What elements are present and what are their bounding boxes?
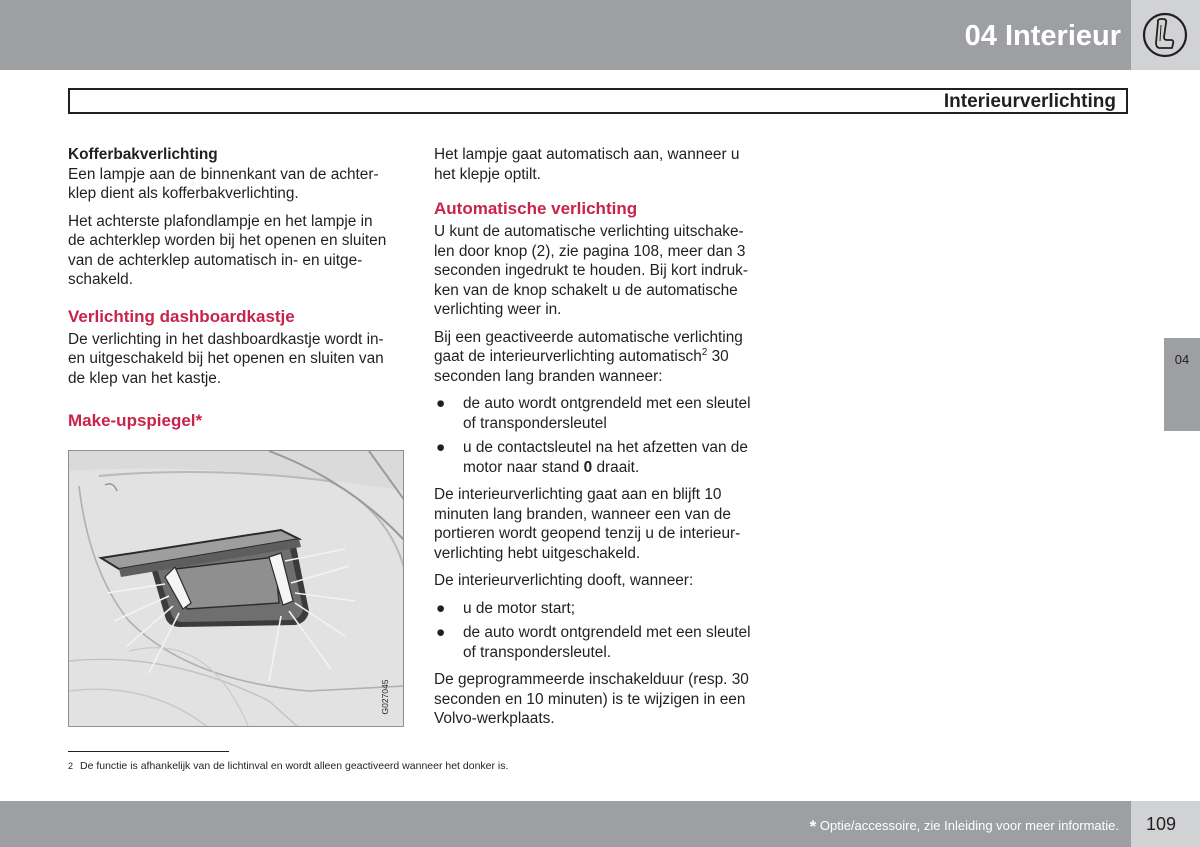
- footnote-ref: 2: [701, 346, 708, 358]
- text-line: u de motor start;: [463, 599, 576, 617]
- kofferbak-heading: Kofferbakverlichting: [68, 146, 218, 163]
- paragraph-off: [434, 571, 774, 591]
- figure-code-text: G027045: [380, 679, 390, 715]
- paragraph-doors: [434, 485, 774, 563]
- text-line: Volvo-werkplaats.: [434, 710, 555, 727]
- header-bar: [0, 0, 1131, 70]
- makeup-mirror-illustration: [68, 450, 404, 727]
- text-line: Bij een geactiveerde automatische verlichting: [434, 328, 743, 346]
- text-line: Het lampje gaat automatisch aan, wanneer u: [434, 146, 740, 163]
- paragraph-activated: [434, 328, 774, 387]
- section-title: Interieurverlichting: [943, 91, 1116, 112]
- text-line: klep dient als kofferbakverlichting.: [68, 185, 299, 202]
- dashboard-heading: Verlichting dashboardkastje: [68, 306, 295, 326]
- text-line: verlichting hebt uitgeschakeld.: [434, 544, 641, 562]
- text-line: U kunt de automatische verlichting uitschake-: [434, 223, 744, 240]
- kofferbak-paragraph-2: [68, 212, 408, 290]
- paragraph-duration: [434, 670, 774, 729]
- text-line: de auto wordt ontgrendeld met een sleutel: [463, 395, 751, 412]
- left-column: [68, 145, 408, 434]
- text-line: verlichting weer in.: [434, 301, 562, 318]
- paragraph-automatic: [434, 222, 774, 320]
- text-line: de achterklep worden bij het openen en sluiten: [68, 232, 387, 249]
- bullet-icon: ●: [436, 439, 446, 456]
- paragraph-lampje: [434, 145, 774, 184]
- text-line: 30: [707, 348, 729, 365]
- footer-bar: [0, 801, 1131, 847]
- mirror-heading: Make-upspiegel*: [68, 411, 203, 430]
- footer-note: [810, 817, 1119, 836]
- text-line: de auto wordt ontgrendeld met een sleutel: [463, 624, 751, 641]
- bullet-icon: ●: [436, 624, 446, 641]
- figure-code: [378, 677, 392, 717]
- text-line: minuten lang branden, wanneer een van de: [434, 505, 731, 523]
- bullet-list-on: [434, 394, 774, 477]
- list-item: [434, 394, 774, 433]
- footnote-text: De functie is afhankelijk van de lichtinval en wordt alleen geactiveerd wanneer het donker is.: [80, 760, 509, 772]
- asterisk-marker: *: [809, 817, 817, 836]
- page-number-box: [1131, 801, 1200, 847]
- middle-column: [434, 145, 774, 737]
- text-line: Een lampje aan de binnenkant van de achter-: [68, 165, 379, 183]
- text-line: van de achterklep automatisch in- en uitge-: [68, 251, 363, 269]
- section-bar: [68, 88, 1128, 114]
- text-line: seconden lang branden wanneer:: [434, 367, 663, 385]
- bold-value: 0: [583, 458, 593, 476]
- makeup-mirror-drawing: [69, 451, 404, 727]
- footnote-divider: [68, 751, 229, 752]
- text-line: u de contactsleutel na het afzetten van de: [463, 439, 748, 456]
- chapter-icon-box: [1131, 0, 1200, 70]
- seat-icon: [1139, 10, 1191, 60]
- text-line: portieren wordt geopend tenzij u de interieur-: [434, 525, 741, 542]
- side-tab-label: 04: [1174, 352, 1190, 367]
- bullet-list-off: [434, 599, 774, 663]
- footnote: [68, 759, 508, 773]
- text-line: De verlichting in het dashboardkastje wordt in-: [68, 330, 384, 348]
- text-line: De geprogrammeerde inschakelduur (resp. 30: [434, 671, 749, 688]
- automatic-lighting-heading: Automatische verlichting: [434, 199, 638, 218]
- text-line: seconden ingedrukt te houden. Bij kort indruk-: [434, 262, 748, 279]
- list-item: [434, 623, 774, 662]
- text-line: draait.: [592, 458, 640, 476]
- text-line: Het achterste plafondlampje en het lampje in: [68, 212, 373, 230]
- text-line: of transpondersleutel.: [463, 643, 612, 661]
- chapter-title: 04 Interieur: [964, 20, 1121, 52]
- text-line: het klepje optilt.: [434, 165, 541, 183]
- text-line: motor naar stand: [463, 458, 584, 476]
- bullet-icon: ●: [436, 599, 446, 617]
- text-line: de klep van het kastje.: [68, 369, 222, 387]
- kofferbak-paragraph-1: [68, 165, 408, 204]
- text-line: seconden en 10 minuten) is te wijzigen in een: [434, 690, 746, 708]
- text-line: De interieurverlichting dooft, wanneer:: [434, 572, 694, 589]
- dashboard-paragraph: [68, 330, 408, 389]
- bullet-icon: ●: [436, 395, 446, 412]
- chapter-side-tab: [1164, 338, 1200, 431]
- footer-note-text: Optie/accessoire, zie Inleiding voor meer informatie.: [816, 818, 1119, 833]
- text-line: De interieurverlichting gaat aan en blijft 10: [434, 486, 722, 503]
- text-line: of transpondersleutel: [463, 414, 607, 432]
- text-line: ken van de knop schakelt u de automatische: [434, 281, 738, 299]
- footnote-number: 2: [68, 761, 74, 771]
- text-line: len door knop (2), zie pagina 108, meer dan 3: [434, 242, 746, 260]
- page-number: 109: [1145, 814, 1177, 834]
- text-line: en uitgeschakeld bij het openen en sluiten van: [68, 350, 384, 367]
- list-item: [434, 438, 774, 477]
- text-line: gaat de interieurverlichting automatisch: [434, 348, 702, 365]
- text-line: schakeld.: [68, 271, 134, 288]
- list-item: [434, 599, 774, 619]
